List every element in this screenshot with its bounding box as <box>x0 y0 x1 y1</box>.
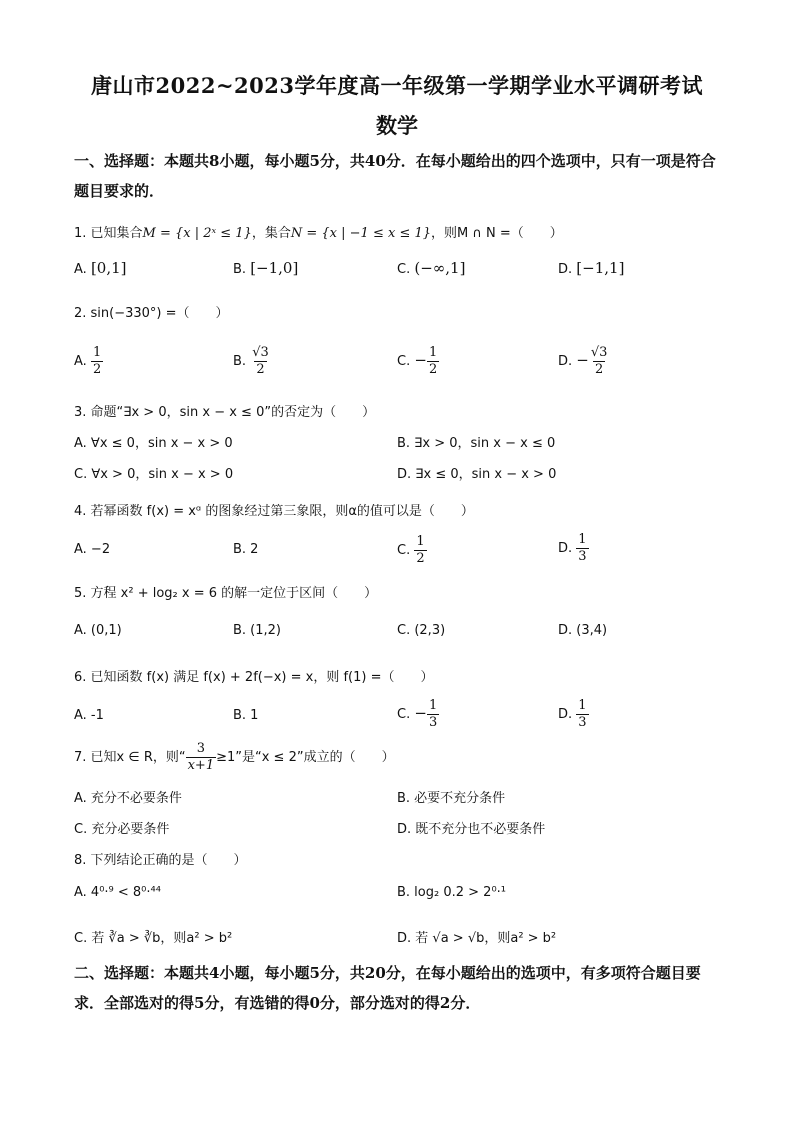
q7-frac-num: 3 <box>196 741 205 756</box>
q5-option-c: C. (2,3) <box>397 623 446 638</box>
q4-c-label: C. <box>397 543 411 558</box>
section-2-heading: 二、选择题：本题共4小题，每小题5分，共20分，在每小题给出的选项中，有多项符合题目要求．全部选对的得5分，有选错的得0分，部分选对的得2分． <box>74 964 701 1012</box>
q2-d-num: √3 <box>590 345 608 360</box>
q6-d-label: D. <box>558 707 573 722</box>
q4-c-fraction <box>414 534 426 567</box>
question-8: 8. 下列结论正确的是（ ） <box>74 853 247 868</box>
q1-mid: ，集合 <box>251 226 291 241</box>
q4-d-label: D. <box>558 541 573 556</box>
q2-c-fraction <box>427 345 439 378</box>
q1-stem-prefix: 1. 已知集合 <box>74 226 143 241</box>
q2-b-fraction <box>250 345 271 378</box>
q6-d-fraction <box>576 698 588 731</box>
q7-option-b: B. 必要不充分条件 <box>397 791 506 806</box>
q4-d-den: 3 <box>578 549 587 564</box>
q2-d-den: 2 <box>595 362 604 377</box>
q2-option-c <box>397 345 439 378</box>
q3-option-d: D. ∃x ≤ 0，sin x − x > 0 <box>397 467 557 482</box>
q1-option-c <box>397 259 465 277</box>
question-4: 4. 若幂函数 f(x) = xᵅ 的图象经过第三象限，则α的值可以是（ ） <box>74 504 474 519</box>
q2-d-label: D. <box>558 354 573 369</box>
q1-d-label: D. <box>558 262 573 277</box>
q8-option-d: D. 若 √a > √b，则a² > b² <box>397 931 557 946</box>
q6-c-den: 3 <box>428 715 438 730</box>
q6-option-c <box>397 698 439 731</box>
q6-option-d <box>558 698 589 731</box>
q7-stem-prefix: 7. 已知x ∈ R，则“ <box>74 750 186 765</box>
q2-a-num: 1 <box>92 345 102 360</box>
q5-option-a: A. (0,1) <box>74 623 122 638</box>
q3-option-c: C. ∀x > 0，sin x − x > 0 <box>74 467 234 482</box>
q7-option-d: D. 既不充分也不必要条件 <box>397 822 546 837</box>
exam-title: 唐山市2022~2023学年度高一年级第一学期学业水平调研考试 <box>91 73 703 98</box>
q1-d-value: [−1,1] <box>576 259 625 277</box>
q2-d-sign: − <box>576 351 589 369</box>
q4-option-a: A. −2 <box>74 542 111 557</box>
q2-c-sign: − <box>414 351 427 369</box>
q1-set-n: N = {x | −1 ≤ x ≤ 1} <box>290 226 432 241</box>
q1-option-d <box>558 259 624 277</box>
q6-d-den: 3 <box>578 715 587 730</box>
q1-a-value: [0,1] <box>90 259 127 277</box>
q5-option-d: D. (3,4) <box>558 623 608 638</box>
q2-c-num: 1 <box>428 345 438 360</box>
q4-option-c <box>397 534 427 567</box>
q4-c-den: 2 <box>416 551 425 566</box>
q1-suffix: ，则M ∩ N =（ ） <box>431 226 563 241</box>
question-6: 6. 已知函数 f(x) 满足 f(x) + 2f(−x) = x，则 f(1) =（ ） <box>74 670 434 685</box>
q1-c-label: C. <box>397 262 411 277</box>
q8-option-b: B. log₂ 0.2 > 2⁰·¹ <box>397 885 507 900</box>
q4-d-num: 1 <box>578 532 587 547</box>
q2-a-den: 2 <box>92 362 102 377</box>
q3-option-a: A. ∀x ≤ 0，sin x − x > 0 <box>74 436 233 451</box>
q8-option-c: C. 若 ∛a > ∛b，则a² > b² <box>74 931 233 946</box>
exam-subject: 数学 <box>376 113 418 138</box>
q6-d-num: 1 <box>578 698 587 713</box>
q7-option-c: C. 充分必要条件 <box>74 822 170 837</box>
q2-b-den: 2 <box>256 362 265 377</box>
q2-c-label: C. <box>397 354 411 369</box>
q2-b-num: √3 <box>252 345 269 360</box>
question-3: 3. 命题“∃x > 0，sin x − x ≤ 0”的否定为（ ） <box>74 405 376 420</box>
q6-option-b: B. 1 <box>233 708 259 723</box>
q1-c-value: (−∞,1] <box>414 259 466 277</box>
q2-a-label: A. <box>74 354 87 369</box>
question-1 <box>74 222 563 241</box>
q2-b-label: B. <box>233 354 247 369</box>
q7-stem-suffix: ≥1”是“x ≤ 2”成立的（ ） <box>216 750 395 765</box>
q4-option-b: B. 2 <box>233 542 259 557</box>
q1-option-a <box>74 259 127 277</box>
q1-b-label: B. <box>233 262 247 277</box>
question-2: 2. sin(−330°) =（ ） <box>74 306 229 321</box>
q2-a-fraction <box>91 345 103 378</box>
q4-d-fraction <box>576 532 588 565</box>
q1-option-b <box>233 259 298 277</box>
q3-option-b: B. ∃x > 0，sin x − x ≤ 0 <box>397 436 556 451</box>
q8-option-a: A. 4⁰·⁹ < 8⁰·⁴⁴ <box>74 885 161 900</box>
q2-option-a <box>74 345 103 378</box>
q1-b-value: [−1,0] <box>250 259 299 277</box>
q2-d-fraction <box>589 345 610 378</box>
q7-fraction <box>186 741 217 774</box>
q1-set-m: M = {x | 2ˣ ≤ 1} <box>142 226 252 241</box>
q6-c-fraction <box>427 698 439 731</box>
q4-c-num: 1 <box>416 534 425 549</box>
q5-option-b: B. (1,2) <box>233 623 282 638</box>
question-7 <box>74 741 395 774</box>
q2-c-den: 2 <box>428 362 438 377</box>
q6-c-label: C. <box>397 707 411 722</box>
q4-option-d <box>558 532 589 565</box>
q7-frac-den: x+1 <box>187 758 215 773</box>
q1-a-label: A. <box>74 262 87 277</box>
q6-c-num: 1 <box>428 698 438 713</box>
q6-option-a: A. -1 <box>74 708 104 723</box>
q2-option-b <box>233 345 271 378</box>
q7-option-a: A. 充分不必要条件 <box>74 791 182 806</box>
section-1-heading: 一、选择题：本题共8小题，每小题5分，共40分．在每小题给出的四个选项中，只有一项是符合题目要求的． <box>74 152 716 200</box>
q6-c-sign: − <box>414 704 427 722</box>
question-5: 5. 方程 x² + log₂ x = 6 的解一定位于区间（ ） <box>74 586 378 601</box>
q2-option-d <box>558 345 609 378</box>
